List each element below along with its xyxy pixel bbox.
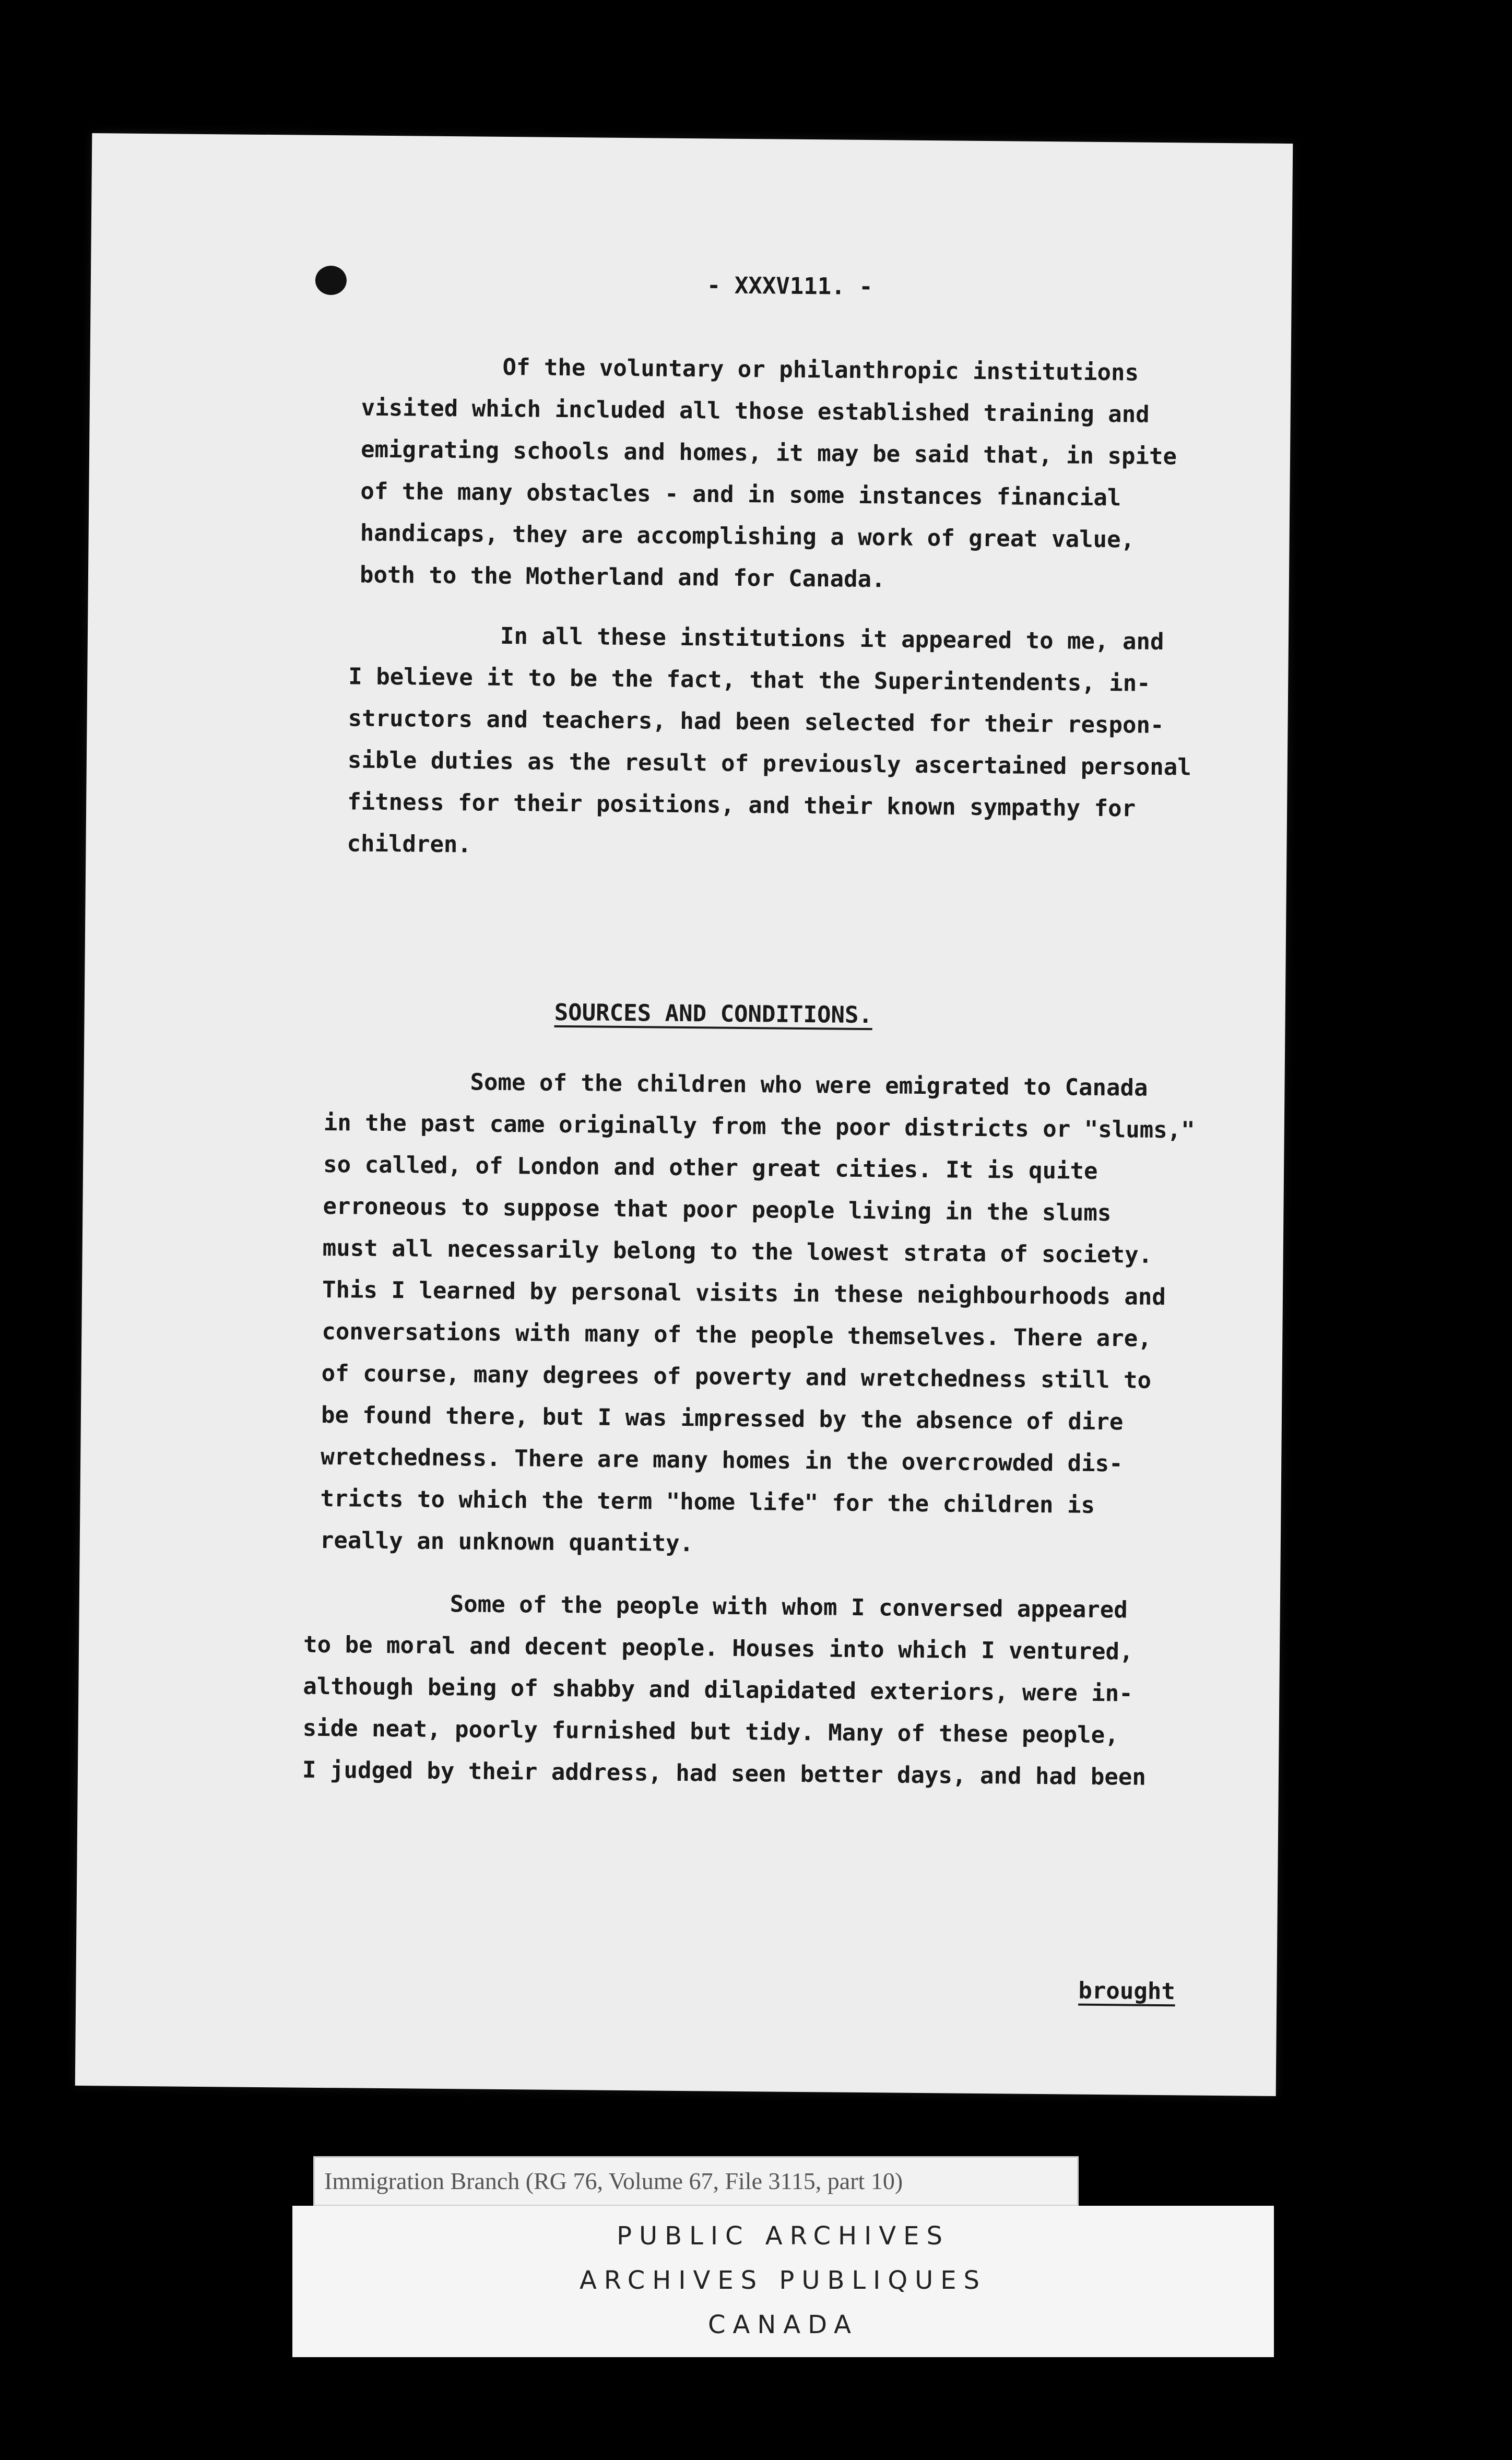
paragraph-4-line: to be moral and decent people. Houses into which I ventured,	[303, 1631, 1133, 1665]
paragraph-4-line: Some of the people with whom I conversed appeared	[450, 1591, 1128, 1624]
paragraph-2-line: I believe it to be the fact, that the Superintendents, in-	[348, 663, 1151, 697]
paragraph-3-line: conversations with many of the people themselves. There are,	[322, 1318, 1152, 1352]
paragraph-3-line: tricts to which the term "home life" for the children is	[320, 1485, 1095, 1519]
paragraph-3-line: in the past came originally from the poor districts or "slums,"	[323, 1109, 1195, 1144]
stamp-line-1: PUBLIC ARCHIVES	[617, 2221, 950, 2251]
paragraph-2-line: fitness for their positions, and their known sympathy for	[347, 788, 1136, 822]
section-heading: SOURCES AND CONDITIONS.	[554, 999, 873, 1029]
page-number: - XXXV111. -	[706, 272, 873, 301]
paragraph-3-line: This I learned by personal visits in these neighbourhoods and	[322, 1276, 1166, 1311]
paragraph-2-line: sible duties as the result of previously ascertained personal	[347, 747, 1191, 781]
paragraph-1-line: emigrating schools and homes, it may be said that, in spite	[360, 436, 1177, 470]
stamp-line-3: CANADA	[707, 2310, 859, 2339]
archive-stamp	[292, 2206, 1274, 2357]
paragraph-1-line: visited which included all those established training and	[361, 394, 1150, 428]
paragraph-3-line: wretchedness. There are many homes in the overcrowded dis-	[321, 1443, 1123, 1477]
document-page	[75, 133, 1293, 2096]
paragraph-1-line: Of the voluntary or philanthropic institutions	[502, 353, 1139, 386]
paragraph-3-line: Some of the children who were emigrated to Canada	[470, 1069, 1148, 1102]
stamp-line-2: ARCHIVES PUBLIQUES	[579, 2266, 987, 2295]
paragraph-2-line: structors and teachers, had been selected for their respon-	[348, 705, 1164, 739]
paragraph-2-line: In all these institutions it appeared to me, and	[500, 622, 1164, 655]
archive-reference-label	[313, 2156, 1079, 2206]
paragraph-4-line: although being of shabby and dilapidated exteriors, were in-	[303, 1673, 1133, 1707]
paragraph-3-line: so called, of London and other great cities. It is quite	[323, 1151, 1098, 1185]
paragraph-2-line: children.	[347, 830, 472, 858]
paragraph-3-line: must all necessarily belong to the lowest strata of society.	[322, 1234, 1153, 1269]
archive-reference-text: Immigration Branch (RG 76, Volume 67, File 3115, part 10)	[324, 2168, 903, 2194]
paragraph-4-line: side neat, poorly furnished but tidy. Many of these people,	[302, 1714, 1119, 1749]
paragraph-3-line: of course, many degrees of poverty and wretchedness still to	[321, 1359, 1152, 1394]
paragraph-1-line: both to the Motherland and for Canada.	[359, 561, 885, 593]
paragraph-3-line: be found there, but I was impressed by the absence of dire	[321, 1401, 1124, 1436]
paragraph-1-line: handicaps, they are accomplishing a work of great value,	[360, 519, 1135, 553]
paragraph-3-line: erroneous to suppose that poor people living in the slums	[323, 1192, 1112, 1227]
paragraph-1-line: of the many obstacles - and in some instances financial	[360, 478, 1121, 512]
catch-word: brought	[1078, 1977, 1176, 2005]
paragraph-3-line: really an unknown quantity.	[320, 1527, 694, 1557]
punch-hole	[315, 266, 347, 295]
paragraph-4-line: I judged by their address, had seen better days, and had been	[302, 1756, 1147, 1791]
